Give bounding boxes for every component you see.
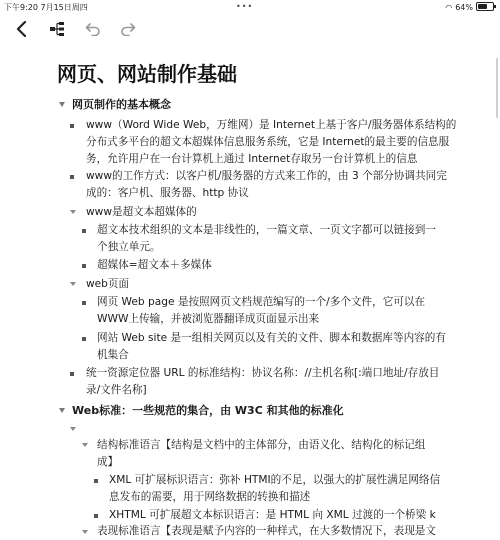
wifi-icon: ◠ [445, 3, 453, 12]
outline-item-cont[interactable]: 机集合 [97, 349, 129, 361]
battery-fill [478, 4, 487, 9]
outline-item[interactable]: www是超文本超媒体的 [86, 206, 197, 218]
outline-item[interactable]: www（Word Wide Web，万维网）是 Internet上基于客户/服务器体系结构的 [86, 119, 457, 131]
outline-item-cont[interactable]: 务，允许用户在一台计算机上通过 Internet存取另一台计算机上的信息 [86, 153, 418, 165]
outline-item[interactable]: XHTML 可扩展超文本标识语言：是 HTML 向 XML 过渡的一个桥梁 k [109, 509, 436, 521]
bullet-icon [82, 301, 86, 305]
battery-icon [476, 2, 494, 11]
outline-item[interactable]: www的工作方式：以客户机/服务器的方式来工作的，由 3 个部分协调共同完 [86, 170, 447, 182]
outline-item[interactable]: 表现标准语言【表现是赋予内容的一种样式，在大多数情况下，表现是文 [97, 525, 436, 537]
bullet-icon [82, 229, 86, 233]
bullet-icon [70, 175, 74, 179]
outline-item[interactable]: 统一资源定位器 URL 的标准结构：协议名称：//主机名称[:端口地址/存放目 [86, 367, 440, 379]
collapse-triangle-icon[interactable] [59, 408, 65, 413]
outline-item[interactable]: 结构标准语言【结构是文档中的主体部分，由语义化、结构化的标记组 [97, 439, 426, 451]
outline-item-cont[interactable]: 分布式多平台的超文本超媒体信息服务系统，它是 Internet的最主要的信息服 [86, 136, 450, 148]
outline-heading[interactable]: Web标准：一些规范的集合，由 W3C 和其他的标准化 [72, 404, 344, 417]
outline-item[interactable]: 网页 Web page 是按照网页文档规范编写的一个/多个文件，它可以在 [97, 296, 426, 308]
status-right [445, 2, 494, 12]
collapse-triangle-icon[interactable] [82, 443, 88, 447]
outline-item-cont[interactable]: 成】 [97, 456, 119, 468]
status-time-date: 下午9:20 7月15日周四 [4, 3, 88, 12]
outline-heading[interactable]: 网页制作的基本概念 [72, 98, 171, 111]
bullet-icon [94, 514, 98, 518]
outline-item-cont[interactable]: 成的：客户机、服务器、http 协议 [86, 187, 249, 199]
bullet-icon [70, 124, 74, 128]
collapse-triangle-icon[interactable] [59, 102, 65, 107]
undo-icon[interactable] [82, 19, 104, 39]
outline-item[interactable]: 超媒体=超文本＋多媒体 [97, 259, 212, 271]
battery-percent: 64% [455, 3, 473, 12]
bullet-icon [94, 479, 98, 483]
redo-icon[interactable] [117, 19, 139, 39]
back-chevron-icon[interactable] [10, 19, 32, 39]
outline-item[interactable]: 网站 Web site 是一组相关网页以及有关的文件、脚本和数据库等内容的有 [97, 332, 446, 344]
toolbar [0, 14, 500, 44]
multitasking-dots[interactable]: ••• [236, 2, 254, 11]
bullet-icon [70, 372, 74, 376]
outline-item[interactable]: XML 可扩展标识语言：弥补 HTMI的不足，以强大的扩展性满足网络信 [109, 474, 441, 486]
outline-item[interactable]: 超文本技术组织的文本是非线性的，一篇文章、一页文字都可以链接到一 [97, 224, 436, 236]
outline-item-cont[interactable]: 息发布的需要，用于网络数据的转换和描述 [109, 491, 311, 503]
outline-item-cont[interactable]: 录/文件名称] [86, 384, 147, 396]
scrollbar-thumb[interactable] [496, 58, 498, 118]
bullet-icon [82, 264, 86, 268]
outline-item-cont[interactable]: 个独立单元。 [97, 241, 161, 253]
collapse-triangle-icon[interactable] [70, 210, 76, 214]
collapse-triangle-icon[interactable] [70, 427, 76, 431]
document-title[interactable]: 网页、网站制作基础 [57, 62, 237, 86]
mind-map-icon[interactable] [46, 19, 68, 39]
outline-item-cont[interactable]: WWW上传输，并被浏览器翻译成页面显示出来 [97, 313, 320, 325]
outline-item[interactable]: web页面 [86, 278, 130, 290]
status-bar [0, 0, 500, 14]
bullet-icon [82, 337, 86, 341]
collapse-triangle-icon[interactable] [82, 530, 88, 534]
collapse-triangle-icon[interactable] [70, 282, 76, 286]
